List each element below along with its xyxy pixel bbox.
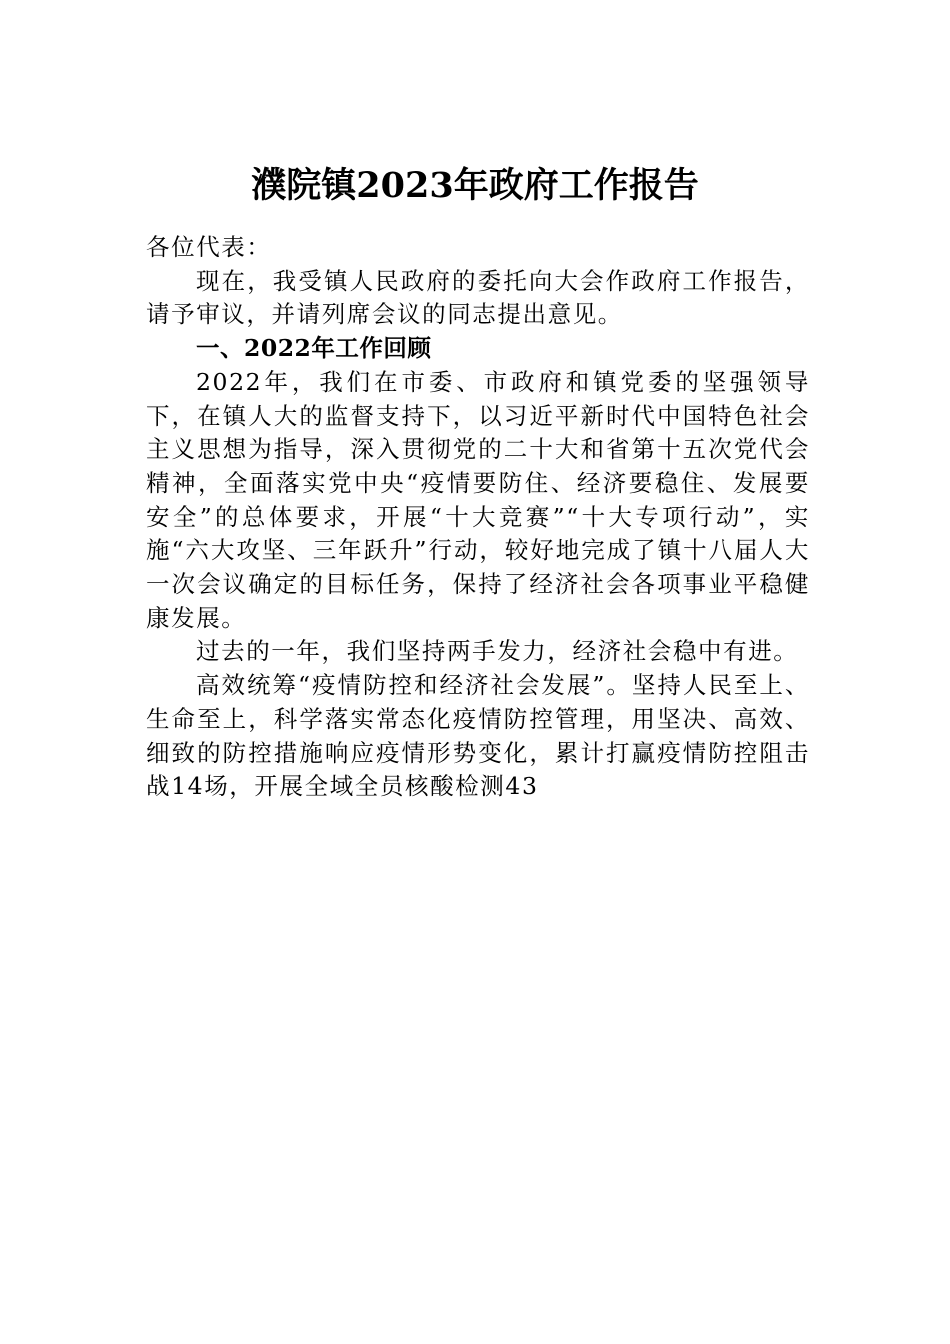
section-paragraph: 2022年，我们在市委、市政府和镇党委的坚强领导下，在镇人大的监督支持下，以习近平新时代中国特色社会主义思想为指导，深入贯彻党的二十大和省第十五次党代会精神，全面落实党中央“疫情要防住、经济要稳住、发展要安全”的总体要求，开展“十大竞赛”“十大专项行动”，实施“六大攻坚、三年跃升”行动，较好地完成了镇十八届人大一次会议确定的目标任务，保持了经济社会各项事业平稳健康发展。 — [146, 367, 810, 632]
document-title: 濮院镇2023年政府工作报告 — [251, 165, 699, 206]
section-paragraph: 高效统筹“疫情防控和经济社会发展”。坚持人民至上、生命至上，科学落实常态化疫情防控管理，用坚决、高效、细致的防控措施响应疫情形势变化，累计打赢疫情防控阻击战14场，开展全域全员核酸检测43 — [146, 671, 810, 801]
document-body — [146, 231, 810, 804]
section-paragraph: 过去的一年，我们坚持两手发力，经济社会稳中有进。 — [196, 637, 799, 666]
intro-paragraph: 现在，我受镇人民政府的委托向大会作政府工作报告，请予审议，并请列席会议的同志提出意见。 — [146, 266, 810, 329]
salutation: 各位代表： — [146, 233, 272, 261]
section-heading: 一、2022年工作回顾 — [196, 334, 432, 363]
